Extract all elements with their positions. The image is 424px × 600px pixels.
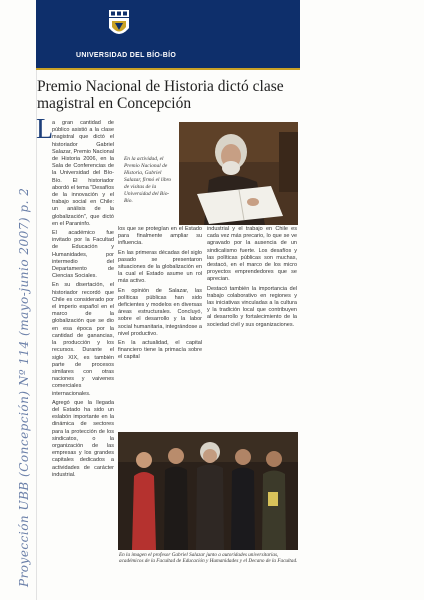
article-column-2 <box>118 226 202 446</box>
photo-caption-top: En la actividad, el Premio Nacional de Historia, Gabriel Salazar, firmó el libro de visitas de la Universidad del Bío-Bío. <box>124 156 172 204</box>
paragraph: En opinión de Salazar, las políticas públicas han sido deficientes y modelos en diversas áreas estructurales. Concluyó, sobre el desarrollo y la labor social humanitaria, integrándose a nivel productivo. <box>118 287 202 337</box>
paragraph: El académico fue invitado por la Facultad de Educación y Humanidades, por intermedio del Departamento de Ciencias Sociales. <box>52 230 114 280</box>
paragraph: los que se protegían en el Estado para finalmente ampliar su influencia. <box>118 226 202 247</box>
drop-cap: L <box>36 114 54 145</box>
paragraph: Destacó también la importancia del trabajo colaborativo en regiones y las iniciativas vinculadas a la cultura y la tradición local que contribuyen al desarrollo y fortalecimiento de la sociedad civil y sus organizaciones. <box>207 285 297 328</box>
paragraph: En la actualidad, el capital financiero tiene la primacía sobre el capital <box>118 340 202 361</box>
paragraph: a gran cantidad de público asistió a la clase magistral que dictó el historiador Gabriel Salazar, Premio Nacional de Historia 2006, en la Sala de Conferencias de la Universidad del Bío-Bío. El historiador abordó el tema "Desafíos de la innovación y el trabajo social en Chile: un análisis de la globalización", que dictó en el Paraninfo. <box>52 120 114 227</box>
university-name: UNIVERSIDAD DEL BÍO-BÍO <box>76 52 177 59</box>
handwritten-annotation <box>6 160 36 600</box>
paragraph: industrial y el trabajo en Chile es cada vez más precario, lo que se ve agravado por la ausencia de un sindicalismo fuerte. Los desafíos y las políticas públicas son muchas, destacó, en el marco de los micro proyectos emprendedores que se aprecian. <box>207 226 297 283</box>
paragraph: En su disertación, el historiador recordó que Chile es considerado por el imperio español en el marco de la globalización que se dio en esa época por la cantidad de ganancias, la producción y los recursos. Durante el siglo XIX, es también parte de procesos similares con otras naciones y vaivenes comerciales internacionales. <box>52 282 114 397</box>
university-header-band <box>36 0 300 70</box>
paragraph: En las primeras décadas del siglo pasado se presentaron situaciones de la globalización en la cual el Estado asume un rol más activo. <box>118 249 202 285</box>
paragraph: Agregó que la llegada del Estado ha sido un eslabón importante en la dinámica de sectores para la protección de los sindicatos, o la organización de las empresas y los grandes capitales dedicados a actividades de carácter industrial. <box>52 399 114 478</box>
article-column-3 <box>207 226 297 446</box>
article-title: Premio Nacional de Historia dictó clase magistral en Concepción <box>37 78 284 112</box>
margin-rule <box>36 68 37 600</box>
photo-historian-signing-book <box>179 122 298 225</box>
photo-group-image <box>118 432 298 550</box>
university-shield-logo <box>106 10 132 40</box>
article-column-1 <box>52 120 114 568</box>
handwritten-note: Proyección UBB (Concepción) Nº 114 (mayo-junio 2007) p. 2 <box>17 187 31 587</box>
photo-historian-image <box>179 122 298 225</box>
photo-caption-bottom: En la imagen el profesor Gabriel Salazar junto a autoridades universitarias, académicos de la Facultad de Educación y Humanidades y el Decano de la Facultad. <box>119 552 298 565</box>
photo-group-five-people <box>118 432 298 550</box>
